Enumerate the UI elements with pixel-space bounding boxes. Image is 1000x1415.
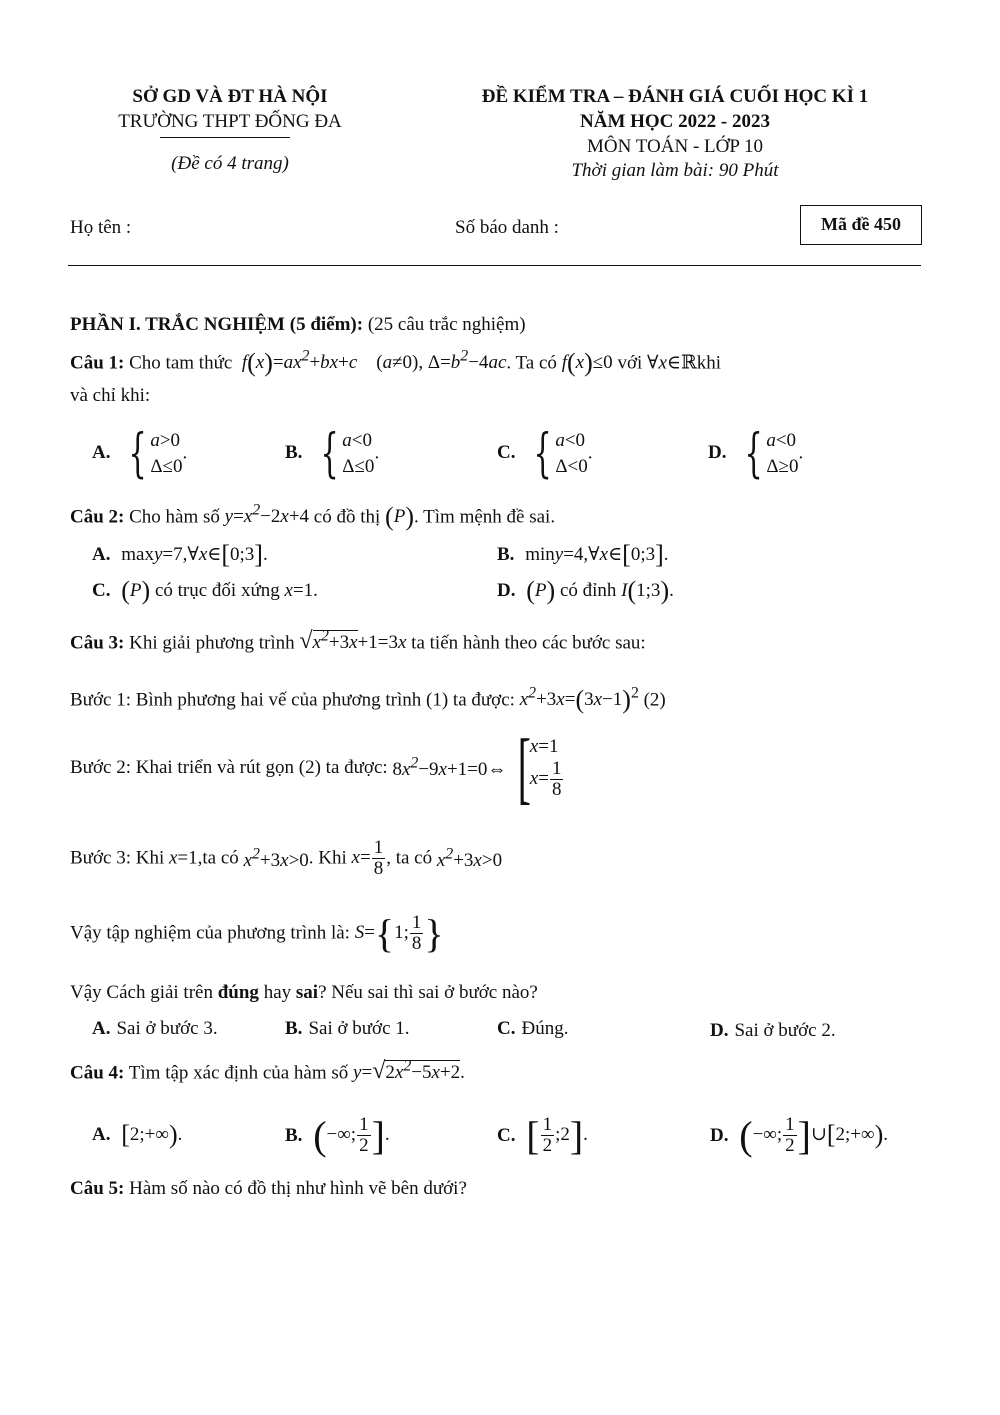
q1-option-b[interactable]: B. { a<0 Δ≤0 .	[285, 424, 380, 484]
q1-option-c[interactable]: C. { a<0 Δ<0 .	[497, 424, 593, 484]
q4-opt-d-label: D.	[710, 1124, 729, 1146]
q3-equation: $√x^2+3x+1=3x$	[299, 628, 407, 655]
q3-text-b: ta tiến hành theo các bước sau:	[411, 632, 646, 654]
q3-question-a: Vậy Cách giải trên	[70, 982, 213, 1003]
q1-opt-c-label: C.	[497, 442, 516, 464]
exam-code: Mã đề 450	[821, 214, 901, 234]
q3-stem	[70, 628, 646, 655]
q3-opt-a-text: Sai ở bước 3.	[116, 1018, 218, 1039]
q3-step1-text: Bước 1: Bình phương hai vế của phương trình (1) ta được:	[70, 689, 515, 711]
q3-step3-b: ,ta có	[197, 847, 239, 869]
q1-opt-b-label: B.	[285, 442, 303, 464]
q2-option-d[interactable]: D. (P) có đỉnh I(1;3).	[497, 576, 674, 605]
q2-label: Câu 2:	[70, 506, 125, 528]
q3-step3-a: Bước 3: Khi	[70, 847, 165, 869]
q4-option-c[interactable]: C. [ $\frac{1}{2}$ ;2].	[497, 1113, 588, 1158]
school-name: TRƯỜNG THPT ĐỐNG ĐA	[118, 111, 342, 132]
q3-question-b: đúng	[217, 982, 259, 1003]
q3-step3-c: . Khi	[308, 847, 347, 869]
q2-opt-c-label: C.	[92, 580, 111, 601]
q4-option-d[interactable]: D. (−∞; $\frac{1}{2}$ ]∪[2;+∞).	[710, 1113, 888, 1158]
q2-stem	[70, 502, 555, 532]
q1-opt-d-label: D.	[708, 442, 727, 464]
q4-opt-a-label: A.	[92, 1124, 111, 1145]
q3-option-c[interactable]	[497, 1018, 568, 1040]
q2-text-c: . Tìm mệnh đề sai.	[414, 506, 556, 528]
q5-label: Câu 5:	[70, 1178, 125, 1199]
q2-opt-d-text: có đỉnh	[559, 580, 617, 601]
q3-opt-b-label: B.	[285, 1018, 303, 1039]
q2-text-b: có đồ thị	[313, 506, 381, 528]
q1-stem	[70, 348, 721, 378]
q1-label: Câu 1:	[70, 352, 125, 374]
q1-text-c: với	[617, 352, 643, 374]
q1-text-a: Cho tam thức	[129, 352, 233, 374]
q2-opt-d-label: D.	[497, 580, 516, 601]
q4-option-b[interactable]: B. (−∞; $\frac{1}{2}$ ].	[285, 1113, 390, 1158]
q2-option-b[interactable]: B. miny=4,∀x∈[0;3].	[497, 540, 669, 569]
q1-trinomial: $f(x)=ax^2+bx+c$ (a≠0), $\Delta=b^2-4ac$	[237, 348, 507, 378]
subject: MÔN TOÁN - LỚP 10	[587, 136, 763, 157]
q4-stem	[70, 1058, 465, 1085]
q1-option-d[interactable]: D. { a<0 Δ≥0 .	[708, 424, 804, 484]
q1-stem-cont: và chỉ khi:	[70, 385, 151, 406]
section-subtitle: (25 câu trắc nghiệm)	[367, 314, 526, 335]
q2-opt-a-label: A.	[92, 544, 111, 565]
q3-opt-d-text: Sai ở bước 2.	[734, 1020, 836, 1041]
q3-question-d: sai	[295, 982, 319, 1003]
q2-opt-b-label: B.	[497, 544, 515, 565]
q3-question	[70, 982, 538, 1004]
q3-option-a[interactable]	[92, 1018, 218, 1040]
q2-function: $y=x^2-2x+4$	[224, 502, 310, 528]
q5-stem	[70, 1178, 467, 1200]
q3-opt-c-label: C.	[497, 1018, 516, 1039]
q3-opt-d-label: D.	[710, 1020, 729, 1041]
header-rule	[68, 265, 921, 266]
q3-step3: Bước 3: Khi x=1,ta có $x^2+3x>0$. Khi x= $\frac{1}{8}$ , ta có $x^2+3x>0$	[70, 837, 503, 879]
q2-option-c[interactable]: C. (P) có trục đối xứng x=1.	[92, 576, 318, 605]
q3-conclusion: Vậy tập nghiệm của phương trình là: S={1; $\frac{1}{8}$ }	[70, 911, 444, 956]
section-heading	[70, 314, 526, 336]
id-label: Số báo danh :	[455, 217, 559, 238]
q4-function: $y=√2x^2-5x+2$.	[353, 1058, 465, 1085]
q3-option-d[interactable]	[710, 1020, 836, 1042]
exam-title: ĐỀ KIỂM TRA – ĐÁNH GIÁ CUỐI HỌC KÌ 1	[481, 86, 869, 107]
q3-opt-c-text: Đúng.	[521, 1018, 569, 1039]
q1-condition: f(x)≤0	[561, 348, 613, 378]
q2-option-a[interactable]: A. maxy=7,∀x∈[0;3].	[92, 540, 268, 569]
q3-step1: Bước 1: Bình phương hai vế của phương trình (1) ta được: $x^2+3x=(3x-1)^2$ (2)	[70, 685, 666, 715]
q4-opt-c-label: C.	[497, 1124, 516, 1146]
q3-conclude-text: Vậy tập nghiệm của phương trình là:	[70, 922, 350, 944]
q3-step2-text: Bước 2: Khai triển và rút gọn (2) ta được:	[70, 757, 388, 778]
q1-option-a[interactable]: A. { a>0 Δ≤0 .	[92, 424, 188, 484]
q1-text-d: khi	[696, 352, 722, 374]
q4-option-a[interactable]: A. [2;+∞).	[92, 1120, 183, 1149]
q5-text-a: Hàm số nào có đồ thị như hình vẽ bên dưới?	[129, 1178, 467, 1199]
q2-text-a: Cho hàm số	[129, 506, 220, 528]
q4-label: Câu 4:	[70, 1062, 125, 1084]
section-title: PHẦN I. TRẮC NGHIỆM (5 điểm):	[70, 314, 364, 335]
q3-opt-b-text: Sai ở bước 1.	[308, 1018, 410, 1039]
q3-step2: Bước 2: Khai triển và rút gọn (2) ta được: $8x^2-9x+1=0\Leftrightarrow$ [ x=1 x= $\frac{1}{8}$	[70, 724, 562, 812]
q3-step1-tag: (2)	[643, 689, 666, 711]
q1-opt-a-label: A.	[92, 442, 111, 464]
q1-text-b: . Ta có	[506, 352, 557, 374]
exam-time: Thời gian làm bài: 90 Phút	[571, 160, 779, 181]
q3-opt-a-label: A.	[92, 1018, 111, 1039]
q3-label: Câu 3:	[70, 632, 125, 654]
dept-name: SỞ GD VÀ ĐT HÀ NỘI	[132, 86, 328, 107]
header-divider	[160, 137, 290, 138]
q3-text-a: Khi giải phương trình	[129, 632, 295, 654]
q2-graph-name: (P)	[385, 502, 414, 532]
q3-question-e: ? Nếu sai thì sai ở bước nào?	[318, 982, 538, 1003]
q2-opt-c-text: có trục đối xứng	[154, 580, 280, 601]
q1-forall: ∀x∈ℝ	[647, 352, 697, 374]
pages-note: (Đề có 4 trang)	[171, 153, 289, 174]
q4-opt-b-label: B.	[285, 1124, 303, 1146]
q3-question-c: hay	[263, 982, 292, 1003]
q3-step3-d: , ta có	[386, 847, 433, 869]
q3-option-b[interactable]	[285, 1018, 410, 1040]
q4-text-a: Tìm tập xác định của hàm số	[128, 1062, 349, 1084]
school-year: NĂM HỌC 2022 - 2023	[580, 111, 770, 132]
name-label: Họ tên :	[70, 217, 132, 238]
